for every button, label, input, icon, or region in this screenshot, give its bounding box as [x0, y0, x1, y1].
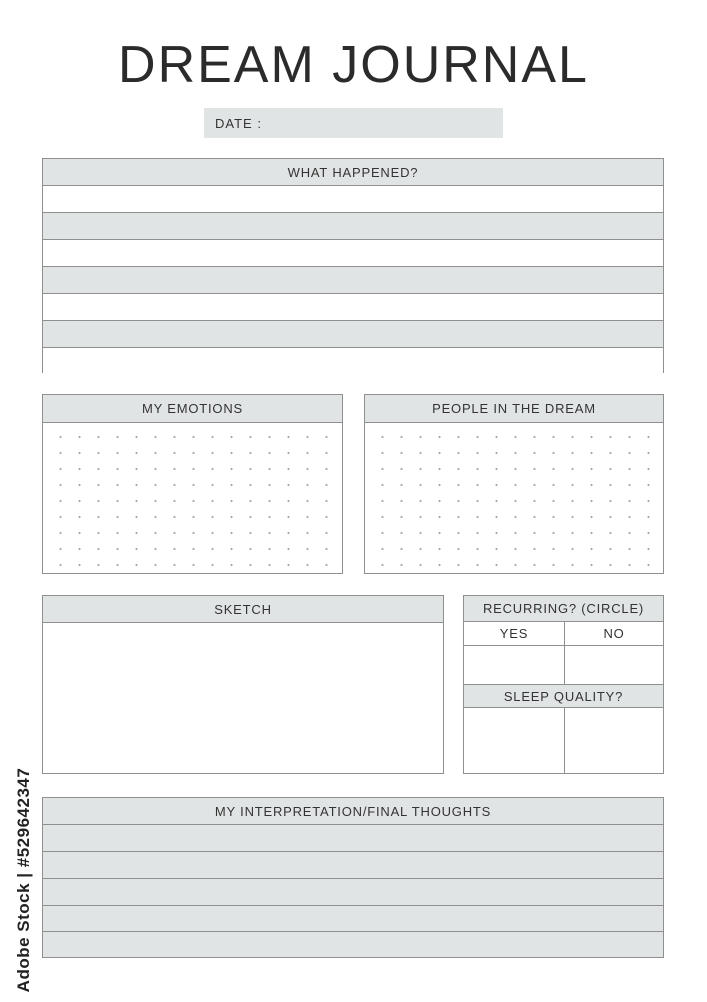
- what-happened-section: [42, 158, 664, 373]
- writing-line[interactable]: [43, 240, 663, 267]
- yes-answer-cell[interactable]: [464, 646, 565, 684]
- recurring-label: RECURRING? (CIRCLE): [482, 601, 645, 616]
- writing-line[interactable]: [43, 186, 663, 213]
- yes-label: YES: [499, 626, 529, 641]
- sleep-quality-label: SLEEP QUALITY?: [503, 689, 624, 704]
- interpretation-label: MY INTERPRETATION/FINAL THOUGHTS: [214, 804, 492, 819]
- writing-line[interactable]: [43, 348, 663, 375]
- my-emotions-label: MY EMOTIONS: [141, 401, 243, 416]
- date-label: DATE :: [215, 116, 262, 131]
- my-emotions-section: [42, 394, 343, 574]
- interpretation-section: [42, 797, 664, 958]
- recurring-section: [463, 595, 664, 774]
- writing-line[interactable]: [43, 879, 663, 906]
- my-emotions-header: [43, 395, 342, 423]
- what-happened-header: [43, 159, 663, 186]
- sketch-header: [43, 596, 443, 623]
- sleep-quality-cell-left[interactable]: [464, 708, 565, 773]
- what-happened-lines: [43, 186, 663, 375]
- writing-line[interactable]: [43, 852, 663, 879]
- people-dot-grid[interactable]: [365, 423, 663, 573]
- no-option[interactable]: [565, 622, 663, 646]
- writing-line[interactable]: [43, 321, 663, 348]
- writing-line[interactable]: [43, 932, 663, 957]
- writing-line[interactable]: [43, 906, 663, 932]
- writing-line[interactable]: [43, 825, 663, 852]
- writing-line[interactable]: [43, 294, 663, 321]
- writing-line[interactable]: [43, 267, 663, 294]
- interpretation-lines: [43, 825, 663, 957]
- sleep-quality-cell-right[interactable]: [565, 708, 663, 773]
- sketch-area[interactable]: [43, 623, 443, 773]
- sketch-section: [42, 595, 444, 774]
- page-title: DREAM JOURNAL: [118, 36, 589, 94]
- yes-option[interactable]: [464, 622, 565, 646]
- people-in-the-dream-section: [364, 394, 664, 574]
- people-in-the-dream-header: [365, 395, 663, 423]
- recurring-header: [464, 596, 663, 622]
- writing-line[interactable]: [43, 213, 663, 240]
- stock-id-text: Adobe Stock | #529642347: [14, 767, 33, 993]
- sleep-quality-header: [464, 684, 663, 708]
- interpretation-header: [43, 798, 663, 825]
- stock-id-watermark: [12, 762, 36, 1002]
- no-answer-cell[interactable]: [565, 646, 663, 684]
- no-label: NO: [603, 626, 625, 641]
- date-field[interactable]: [204, 108, 503, 138]
- sketch-label: SKETCH: [214, 602, 272, 617]
- people-in-the-dream-label: PEOPLE IN THE DREAM: [432, 401, 596, 416]
- my-emotions-dot-grid[interactable]: [43, 423, 342, 573]
- what-happened-label: WHAT HAPPENED?: [287, 165, 419, 180]
